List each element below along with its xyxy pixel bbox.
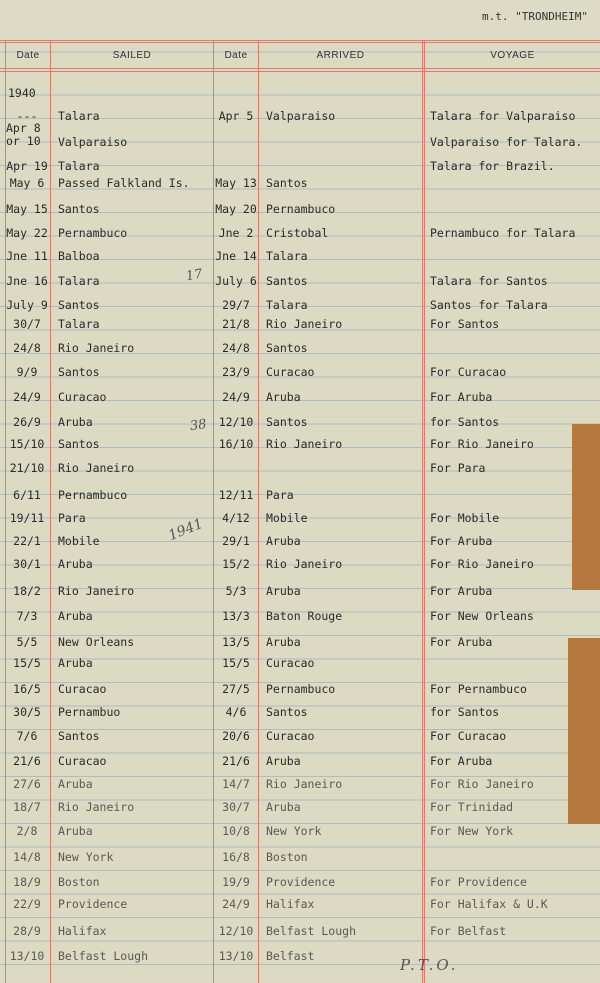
arrived-port: Cristobal	[266, 226, 329, 240]
arrived-port: Rio Janeiro	[266, 557, 343, 571]
sailed-port: Aruba	[58, 557, 93, 571]
sailed-date: July 9	[6, 298, 48, 312]
arrived-port: Boston	[266, 850, 308, 864]
arrived-port: Providence	[266, 875, 336, 889]
sailed-date: ---	[16, 109, 38, 123]
arrived-date: 24/9	[222, 390, 250, 404]
sailed-date: 16/5	[13, 682, 41, 696]
voyage-entry: For New Orleans	[430, 609, 534, 623]
column-rule-4b	[424, 40, 425, 983]
sailed-date: 18/2	[13, 584, 41, 598]
column-rule-1	[50, 40, 51, 983]
sailed-date: 28/9	[13, 924, 41, 938]
sailed-port: Talara	[58, 317, 100, 331]
arrived-port: Para	[266, 488, 294, 502]
voyage-entry: For Santos	[430, 317, 500, 331]
sailed-date: 26/9	[13, 415, 41, 429]
voyage-entry: For Curacao	[430, 365, 507, 379]
sailed-port: Santos	[58, 729, 100, 743]
column-rule-4	[422, 40, 423, 983]
sailed-port: Curacao	[58, 390, 107, 404]
arrived-port: Mobile	[266, 511, 308, 525]
sailed-date: 15/10	[9, 437, 45, 451]
header-voyage: VOYAGE	[490, 50, 535, 61]
sailed-date: 30/5	[13, 705, 41, 719]
sailed-date: 24/9	[13, 390, 41, 404]
arrived-port: Pernambuco	[266, 202, 336, 216]
sailed-port: Santos	[58, 202, 100, 216]
voyage-entry: For Aruba	[430, 390, 493, 404]
sailed-port: New Orleans	[58, 635, 135, 649]
voyage-entry: For Aruba	[430, 584, 493, 598]
sailed-port: Rio Janeiro	[58, 800, 135, 814]
voyage-entry: For New York	[430, 824, 514, 838]
arrived-port: Valparaiso	[266, 109, 336, 123]
voyage-entry: Talara for Brazil.	[430, 159, 555, 173]
sailed-date: 18/7	[13, 800, 41, 814]
voyage-entry: Pernambuco for Talara	[430, 226, 576, 240]
year-label: 1940	[8, 86, 36, 100]
sailed-port: Santos	[58, 298, 100, 312]
arrived-port: Aruba	[266, 534, 301, 548]
arrived-date: 27/5	[222, 682, 250, 696]
arrived-date: 4/6	[225, 705, 247, 719]
sailed-port: Santos	[58, 437, 100, 451]
sailed-port: New York	[58, 850, 114, 864]
ship-title: m.t. "TRONDHEIM"	[482, 10, 588, 23]
sailed-port: Rio Janeiro	[58, 461, 135, 475]
arrived-date: May 20	[215, 202, 257, 216]
sailed-date: 6/11	[13, 488, 41, 502]
sailed-port: Aruba	[58, 609, 93, 623]
arrived-port: Belfast Lough	[266, 924, 357, 938]
arrived-date: 13/10	[218, 949, 254, 963]
sailed-date: 22/9	[13, 897, 41, 911]
sailed-date: 7/3	[16, 609, 38, 623]
sailed-port: Mobile	[58, 534, 100, 548]
pto-note: P.T.O.	[400, 956, 459, 974]
sailed-port: Santos	[58, 365, 100, 379]
arrived-date: 12/10	[218, 415, 254, 429]
sailed-port: Passed Falkland Is.	[58, 176, 190, 190]
sailed-port: Pernambuo	[58, 705, 121, 719]
sailed-port: Talara	[58, 109, 100, 123]
arrived-port: Santos	[266, 415, 308, 429]
tape-strip-1	[572, 424, 600, 590]
arrived-date: 23/9	[222, 365, 250, 379]
arrived-port: Halifax	[266, 897, 315, 911]
arrived-port: Rio Janeiro	[266, 777, 343, 791]
arrived-date: 24/9	[222, 897, 250, 911]
arrived-date: Jne 14	[215, 249, 257, 263]
voyage-entry: For Pernambuco	[430, 682, 527, 696]
arrived-port: Santos	[266, 705, 308, 719]
sailed-port: Talara	[58, 159, 100, 173]
sailed-port: Aruba	[58, 656, 93, 670]
voyage-entry: For Rio Janeiro	[430, 437, 534, 451]
voyage-entry: For Aruba	[430, 534, 493, 548]
arrived-port: Rio Janeiro	[266, 317, 343, 331]
voyage-entry: For Para	[430, 461, 486, 475]
header-rule-bottom-2	[0, 71, 600, 72]
arrived-port: Aruba	[266, 754, 301, 768]
sailed-port: Aruba	[58, 777, 93, 791]
header-rule-top	[0, 40, 600, 41]
arrived-date: 30/7	[222, 800, 250, 814]
arrived-date: 29/7	[222, 298, 250, 312]
sailed-date: 27/6	[13, 777, 41, 791]
arrived-date: 12/10	[218, 924, 254, 938]
arrived-port: Curacao	[266, 365, 315, 379]
sailed-port: Pernambuco	[58, 226, 128, 240]
voyage-entry: for Santos	[430, 705, 500, 719]
arrived-port: Talara	[266, 249, 308, 263]
sailed-port: Balboa	[58, 249, 100, 263]
arrived-date: 15/2	[222, 557, 250, 571]
sailed-port: Para	[58, 511, 86, 525]
arrived-port: Santos	[266, 341, 308, 355]
voyage-entry: Talara for Santos	[430, 274, 548, 288]
sailed-date: 30/1	[13, 557, 41, 571]
sailed-port: Belfast Lough	[58, 949, 149, 963]
arrived-date: 16/8	[222, 850, 250, 864]
voyage-entry: For Curacao	[430, 729, 507, 743]
arrived-date: 15/5	[222, 656, 250, 670]
sailed-port: Halifax	[58, 924, 107, 938]
header-rule-top-2	[0, 42, 600, 43]
arrived-date: 19/9	[222, 875, 250, 889]
sailed-date: Apr 8 or 10	[6, 121, 41, 148]
header-sailed: SAILED	[112, 50, 152, 61]
arrived-port: Curacao	[266, 729, 315, 743]
voyage-entry: For Aruba	[430, 754, 493, 768]
arrived-date: 16/10	[218, 437, 254, 451]
arrived-port: Santos	[266, 274, 308, 288]
sailed-date: 2/8	[16, 824, 38, 838]
voyage-entry: For Aruba	[430, 635, 493, 649]
arrived-date: 5/3	[225, 584, 247, 598]
sailed-date: 21/6	[13, 754, 41, 768]
sailed-port: Curacao	[58, 682, 107, 696]
arrived-port: New York	[266, 824, 322, 838]
header-arrived: ARRIVED	[316, 50, 365, 61]
sailed-date: Jne 11	[6, 249, 48, 263]
column-rule-3	[258, 40, 259, 983]
arrived-date: 21/6	[222, 754, 250, 768]
sailed-date: Jne 16	[6, 274, 48, 288]
arrived-port: Aruba	[266, 584, 301, 598]
voyage-entry: Valparaiso for Talara.	[430, 135, 583, 149]
sailed-port: Valparaiso	[58, 135, 128, 149]
arrived-port: Pernambuco	[266, 682, 336, 696]
sailed-port: Boston	[58, 875, 100, 889]
sailed-date: May 22	[6, 226, 48, 240]
year-note-1941: 1941	[166, 515, 206, 545]
arrived-date: 4/12	[222, 511, 250, 525]
arrived-date: 14/7	[222, 777, 250, 791]
sailed-port: Rio Janeiro	[58, 341, 135, 355]
header-rule-bottom	[0, 68, 600, 69]
sailed-date: 14/8	[13, 850, 41, 864]
arrived-port: Belfast	[266, 949, 315, 963]
sailed-date: 24/8	[13, 341, 41, 355]
arrived-port: Rio Janeiro	[266, 437, 343, 451]
arrived-port: Curacao	[266, 656, 315, 670]
arrived-port: Aruba	[266, 800, 301, 814]
arrived-date: Apr 5	[218, 109, 254, 123]
sailed-port: Talara	[58, 274, 100, 288]
tape-strip-2	[568, 638, 600, 824]
voyage-entry: Talara for Valparaiso	[430, 109, 576, 123]
voyage-entry: For Trinidad	[430, 800, 514, 814]
sailed-date: 7/6	[16, 729, 38, 743]
arrived-date: 13/3	[222, 609, 250, 623]
voyage-entry: For Providence	[430, 875, 527, 889]
arrived-date: 10/8	[222, 824, 250, 838]
voyage-entry: For Rio Janeiro	[430, 557, 534, 571]
arrived-port: Baton Rouge	[266, 609, 343, 623]
sailed-port: Providence	[58, 897, 128, 911]
voyage-entry: For Rio Janeiro	[430, 777, 534, 791]
voyage-entry: Santos for Talara	[430, 298, 548, 312]
arrived-date: May 13	[215, 176, 257, 190]
arrived-port: Santos	[266, 176, 308, 190]
sailed-date: 15/5	[13, 656, 41, 670]
sailed-date: 5/5	[16, 635, 38, 649]
sailed-date: May 6	[9, 176, 45, 190]
arrived-date: 21/8	[222, 317, 250, 331]
sailed-date: 19/11	[9, 511, 45, 525]
arrived-date: Jne 2	[218, 226, 254, 240]
sailed-port: Aruba	[58, 415, 93, 429]
sailed-port: Curacao	[58, 754, 107, 768]
voyage-entry: for Santos	[430, 415, 500, 429]
sailed-date: 22/1	[13, 534, 41, 548]
sailed-date: 18/9	[13, 875, 41, 889]
arrived-port: Aruba	[266, 390, 301, 404]
arrived-date: July 6	[215, 274, 257, 288]
sailed-date: 13/10	[9, 949, 45, 963]
sailed-date: Apr 19	[6, 159, 48, 173]
voyage-entry: For Halifax & U.K	[430, 897, 548, 911]
sailed-date: 21/10	[9, 461, 45, 475]
sailed-port: Pernambuco	[58, 488, 128, 502]
arrived-port: Aruba	[266, 635, 301, 649]
arrived-date: 20/6	[222, 729, 250, 743]
margin-note-2: 38	[189, 416, 208, 435]
header-date-sailed: Date	[16, 50, 40, 61]
sailed-port: Aruba	[58, 824, 93, 838]
voyage-entry: For Belfast	[430, 924, 507, 938]
sailed-date: 9/9	[16, 365, 38, 379]
margin-note-1: 17	[184, 266, 204, 285]
header-date-arrived: Date	[224, 50, 248, 61]
arrived-date: 29/1	[222, 534, 250, 548]
arrived-date: 24/8	[222, 341, 250, 355]
sailed-date: May 15	[6, 202, 48, 216]
sailed-port: Rio Janeiro	[58, 584, 135, 598]
arrived-date: 13/5	[222, 635, 250, 649]
arrived-date: 12/11	[218, 488, 254, 502]
arrived-port: Talara	[266, 298, 308, 312]
voyage-entry: For Mobile	[430, 511, 500, 525]
sailed-date: 30/7	[13, 317, 41, 331]
